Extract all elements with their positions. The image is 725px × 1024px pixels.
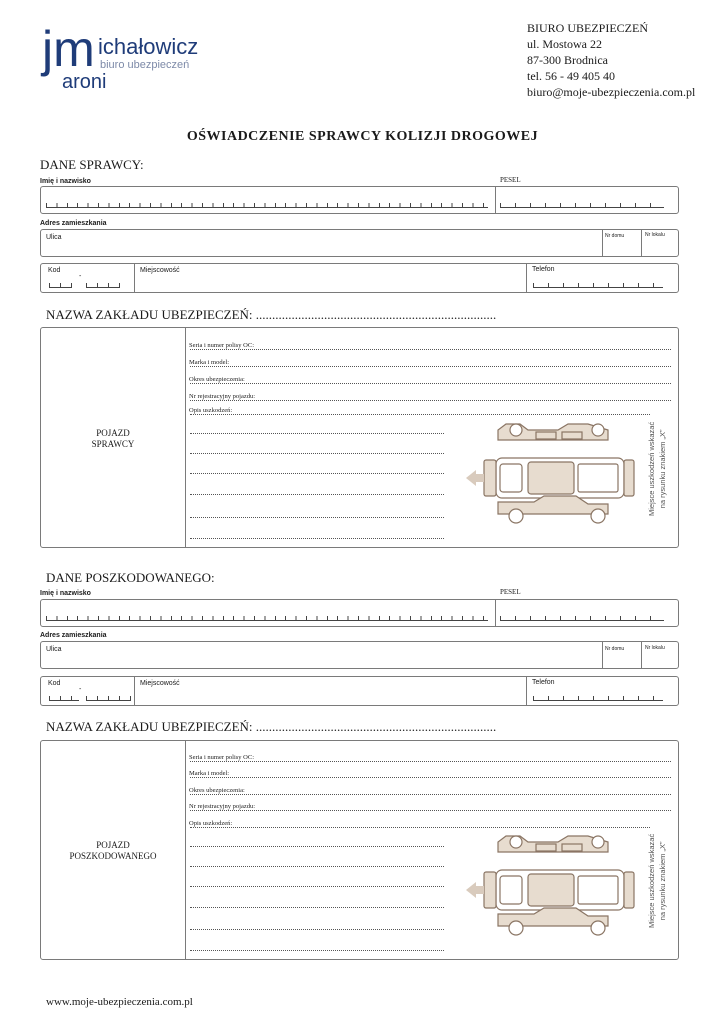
divider xyxy=(495,600,496,626)
pesel-label: PESEL xyxy=(500,588,521,596)
plate-line[interactable] xyxy=(190,810,671,811)
divider xyxy=(495,187,496,213)
damage-line[interactable] xyxy=(190,950,444,951)
vehicle-label-line: POJAZD xyxy=(96,428,130,438)
divider xyxy=(134,264,135,292)
footer-website[interactable]: www.moje-ubezpieczenia.com.pl xyxy=(46,996,193,1008)
damage-line[interactable] xyxy=(190,473,444,474)
house-no-label: Nr domu xyxy=(605,233,625,239)
street-label: Ulica xyxy=(46,646,62,653)
perpetrator-insurer[interactable]: NAZWA ZAKŁADU UBEZPIECZEŃ: .......................................................................... xyxy=(46,307,497,322)
contact-line: ul. Mostowa 22 xyxy=(527,37,602,51)
contact-line: 87-300 Brodnica xyxy=(527,53,608,67)
damage-label: Opis uszkodzeń: xyxy=(189,820,233,827)
logo-name-sub: biuro ubezpieczeń xyxy=(100,59,190,71)
period-label: Okres ubezpieczenia: xyxy=(189,787,245,794)
flat-no-label: Nr lokalu xyxy=(645,645,665,651)
divider xyxy=(526,264,527,292)
damage-line[interactable] xyxy=(190,907,444,908)
flat-no-label: Nr lokalu xyxy=(645,232,665,238)
period-label: Okres ubezpieczenia: xyxy=(189,376,245,383)
pesel-label: PESEL xyxy=(500,176,521,184)
damage-hint-line: na rysunku znakiem „X” xyxy=(658,841,667,921)
company-logo xyxy=(38,14,238,96)
postcode-label: Kod xyxy=(48,267,61,274)
divider xyxy=(134,677,135,705)
direction-arrow-icon xyxy=(466,882,484,898)
street-label: Ulica xyxy=(46,234,62,241)
contact-block xyxy=(527,20,695,100)
vehicle-label-line: POSZKODOWANEGO xyxy=(69,851,157,861)
make-line[interactable] xyxy=(190,777,671,778)
damage-line[interactable] xyxy=(190,846,444,847)
damage-line[interactable] xyxy=(190,414,650,415)
postcode-city-phone-field[interactable] xyxy=(40,263,679,293)
postcode-cells-a[interactable] xyxy=(49,696,79,701)
car-diagram[interactable] xyxy=(458,420,638,530)
damage-hint-line: Miejsce uszkodzeń wskazać xyxy=(647,833,656,928)
car-diagram[interactable] xyxy=(458,832,638,942)
postcode-city-phone-field[interactable] xyxy=(40,676,679,706)
divider xyxy=(185,328,186,547)
pesel-input-cells[interactable] xyxy=(500,616,664,621)
street-field[interactable] xyxy=(40,641,679,669)
policy-label: Seria i numer polisy OC: xyxy=(189,342,254,349)
damage-line[interactable] xyxy=(190,929,444,930)
name-input-cells[interactable] xyxy=(46,616,488,621)
plate-label: Nr rejestracyjny pojazdu: xyxy=(189,393,256,400)
postcode-dash: - xyxy=(79,273,82,280)
street-field[interactable] xyxy=(40,229,679,257)
period-line[interactable] xyxy=(190,383,671,384)
logo-initials: jm xyxy=(42,21,95,77)
vehicle-label-line: POJAZD xyxy=(96,840,130,850)
divider xyxy=(602,642,603,668)
phone-cells[interactable] xyxy=(533,696,663,701)
victim-vehicle-label xyxy=(41,840,185,862)
name-label: Imię i nazwisko xyxy=(40,178,91,185)
phone-label: Telefon xyxy=(532,266,555,273)
postcode-dash: - xyxy=(79,686,82,693)
victim-section-title: DANE POSZKODOWANEGO: xyxy=(46,570,215,585)
plate-line[interactable] xyxy=(190,400,671,401)
logo-name-main: ichałowicz xyxy=(98,34,199,59)
make-line[interactable] xyxy=(190,366,671,367)
damage-line[interactable] xyxy=(190,866,444,867)
name-pesel-field[interactable] xyxy=(40,186,679,214)
make-label: Marka i model: xyxy=(189,770,230,777)
victim-insurer[interactable]: NAZWA ZAKŁADU UBEZPIECZEŃ: .......................................................................... xyxy=(46,719,497,734)
direction-arrow-icon xyxy=(466,470,484,486)
divider xyxy=(641,230,642,256)
vehicle-label-line: SPRAWCY xyxy=(91,439,135,449)
postcode-label: Kod xyxy=(48,680,61,687)
name-pesel-field[interactable] xyxy=(40,599,679,627)
period-line[interactable] xyxy=(190,794,671,795)
divider xyxy=(641,642,642,668)
damage-line[interactable] xyxy=(190,433,444,434)
contact-line: biuro@moje-ubezpieczenia.com.pl xyxy=(527,85,696,99)
phone-label: Telefon xyxy=(532,679,555,686)
name-input-cells[interactable] xyxy=(46,203,488,208)
house-no-label: Nr domu xyxy=(605,646,625,652)
divider xyxy=(526,677,527,705)
damage-line[interactable] xyxy=(190,453,444,454)
damage-hint-line: na rysunku znakiem „X” xyxy=(658,429,667,509)
plate-label: Nr rejestracyjny pojazdu: xyxy=(189,803,256,810)
damage-hint-line: Miejsce uszkodzeń wskazać xyxy=(647,421,656,516)
name-label: Imię i nazwisko xyxy=(40,590,91,597)
policy-line[interactable] xyxy=(190,761,671,762)
logo-name-second: aroni xyxy=(62,71,107,93)
contact-line: tel. 56 - 49 405 40 xyxy=(527,69,615,83)
policy-line[interactable] xyxy=(190,349,671,350)
postcode-cells-a[interactable] xyxy=(49,283,72,288)
divider xyxy=(602,230,603,256)
damage-hint xyxy=(646,834,668,928)
city-label: Miejscowość xyxy=(140,680,180,687)
damage-line[interactable] xyxy=(190,538,444,539)
make-label: Marka i model: xyxy=(189,359,230,366)
damage-line[interactable] xyxy=(190,886,444,887)
pesel-input-cells[interactable] xyxy=(500,203,664,208)
document-title: OŚWIADCZENIE SPRAWCY KOLIZJI DROGOWEJ xyxy=(186,129,539,144)
damage-hint xyxy=(646,422,668,516)
postcode-cells-b[interactable] xyxy=(86,696,131,701)
logo-graphic xyxy=(38,14,238,96)
address-label: Adres zamieszkania xyxy=(40,220,107,227)
damage-line[interactable] xyxy=(190,494,444,495)
contact-line: BIURO UBEZPIECZEŃ xyxy=(527,21,648,35)
city-label: Miejscowość xyxy=(140,267,180,274)
postcode-cells-b[interactable] xyxy=(86,283,120,288)
damage-line[interactable] xyxy=(190,517,444,518)
divider xyxy=(185,741,186,959)
damage-line[interactable] xyxy=(190,827,650,828)
address-label: Adres zamieszkania xyxy=(40,632,107,639)
policy-label: Seria i numer polisy OC: xyxy=(189,754,254,761)
perpetrator-vehicle-label xyxy=(41,428,185,450)
damage-label: Opis uszkodzeń: xyxy=(189,407,233,414)
perpetrator-section-title: DANE SPRAWCY: xyxy=(40,157,144,172)
phone-cells[interactable] xyxy=(533,283,663,288)
